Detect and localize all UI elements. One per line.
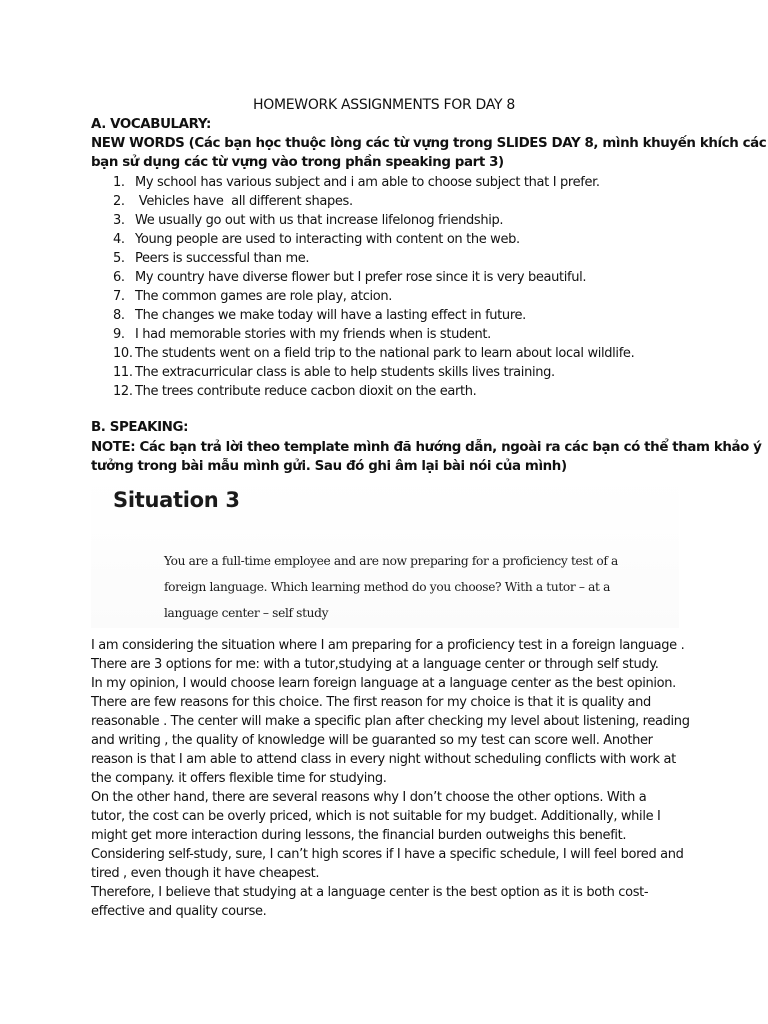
answer-line: and writing , the quality of knowledge will be guaranted so my test can score well. Another — [91, 733, 653, 748]
item-number: 1. — [113, 175, 125, 190]
item-number: 6. — [113, 270, 125, 285]
answer-line: There are 3 options for me: with a tutor,studying at a language center or through self study. — [91, 657, 659, 672]
item-text: We usually go out with us that increase lifelonog friendship. — [135, 213, 504, 228]
item-text: The changes we make today will have a lasting effect in future. — [135, 308, 526, 323]
note-line: NOTE: Các bạn trả lời theo template mình đã hướng dẫn, ngoài ra các bạn có thể tham khảo ý — [91, 440, 762, 455]
item-text: Young people are used to interacting with content on the web. — [135, 232, 520, 247]
item-text: My country have diverse flower but I prefer rose since it is very beautiful. — [135, 270, 587, 285]
new-words-line: bạn sử dụng các từ vựng vào trong phần speaking part 3) — [91, 155, 504, 170]
new-words-line: NEW WORDS (Các bạn học thuộc lòng các từ vựng trong SLIDES DAY 8, mình khuyến khích các — [91, 136, 767, 151]
item-number: 2. — [113, 194, 125, 209]
answer-line: reason is that I am able to attend class in every night without scheduling conflicts with work at — [91, 752, 676, 767]
item-number: 9. — [113, 327, 125, 342]
note-line: tưởng trong bài mẫu mình gửi. Sau đó ghi âm lại bài nói của mình) — [91, 459, 567, 474]
item-number: 3. — [113, 213, 125, 228]
item-number: 12. — [113, 384, 133, 399]
answer-line: tired , even though it have cheapest. — [91, 866, 320, 881]
sample-answer — [91, 636, 690, 921]
item-number: 11. — [113, 365, 133, 380]
item-text: The students went on a field trip to the national park to learn about local wildlife. — [135, 346, 635, 361]
situation-line: language center – self study — [164, 606, 329, 620]
vocabulary-heading: A. VOCABULARY: — [91, 117, 211, 132]
situation-image — [91, 476, 679, 628]
item-text: Peers is successful than me. — [135, 251, 310, 266]
answer-line: tutor, the cost can be overly priced, which is not suitable for my budget. Additionally, while I — [91, 809, 661, 824]
answer-line: I am considering the situation where I am preparing for a proficiency test in a foreign language . — [91, 638, 685, 653]
item-number: 4. — [113, 232, 125, 247]
page-title: HOMEWORK ASSIGNMENTS FOR DAY 8 — [253, 97, 515, 113]
answer-line: the company. it offers flexible time for studying. — [91, 771, 387, 786]
situation-title: Situation 3 — [113, 488, 240, 512]
item-text: The extracurricular class is able to help students skills lives training. — [135, 365, 555, 380]
item-number: 8. — [113, 308, 125, 323]
item-text: Vehicles have all different shapes. — [135, 194, 353, 209]
situation-line: foreign language. Which learning method do you choose? With a tutor – at a — [164, 580, 611, 594]
answer-line: Therefore, I believe that studying at a language center is the best option as it is both cost- — [91, 885, 649, 900]
item-text: My school has various subject and i am able to choose subject that I prefer. — [135, 175, 600, 190]
answer-line: effective and quality course. — [91, 904, 267, 919]
answer-line: might get more interaction during lessons, the financial burden outweighs this benefit. — [91, 828, 627, 843]
item-number: 5. — [113, 251, 125, 266]
situation-line: You are a full-time employee and are now preparing for a proficiency test of a — [164, 554, 618, 568]
new-words-instructions — [91, 134, 767, 172]
item-number: 10. — [113, 346, 133, 361]
answer-line: reasonable . The center will make a specific plan after checking my level about listening, reading — [91, 714, 690, 729]
item-text: The trees contribute reduce cacbon dioxit on the earth. — [135, 384, 477, 399]
answer-line: On the other hand, there are several reasons why I don’t choose the other options. With a — [91, 790, 647, 805]
speaking-note — [91, 438, 762, 476]
item-text: The common games are role play, atcion. — [135, 289, 393, 304]
item-text: I had memorable stories with my friends when is student. — [135, 327, 491, 342]
item-number: 7. — [113, 289, 125, 304]
answer-line: There are few reasons for this choice. The first reason for my choice is that it is quality and — [91, 695, 651, 710]
speaking-heading: B. SPEAKING: — [91, 420, 189, 435]
answer-line: In my opinion, I would choose learn foreign language at a language center as the best opinion. — [91, 676, 676, 691]
answer-line: Considering self-study, sure, I can’t high scores if I have a specific schedule, I will feel bored and — [91, 847, 684, 862]
situation-prompt — [164, 548, 618, 626]
